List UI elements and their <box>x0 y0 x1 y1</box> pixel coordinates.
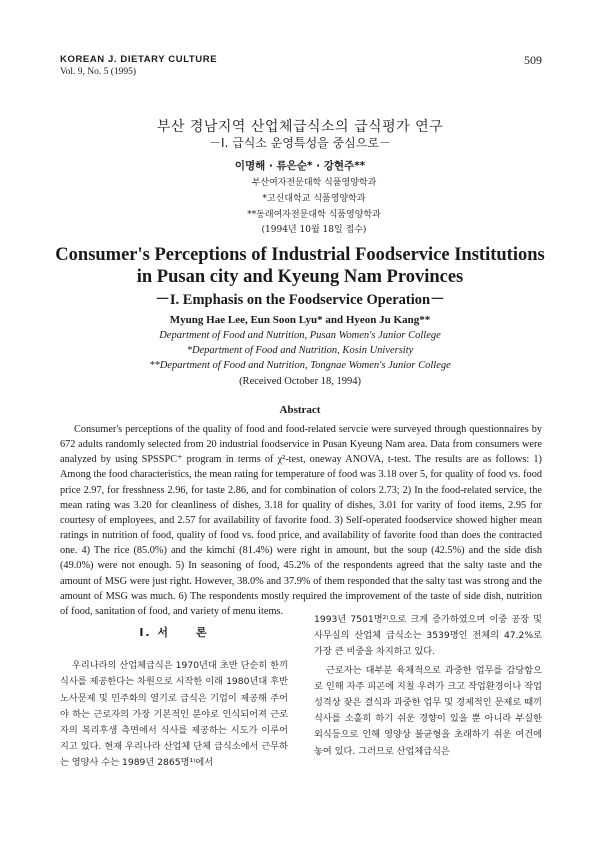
body-paragraph: 근로자는 대부분 육체적으로 과중한 업무를 감당함으로 인해 자주 피곤에 지칠 우려가 크고 작업환경이나 작업성격상 잦은 결식과 과중한 업무 및 경제적인 문제로 때끼 식사를 소홀히 하기 쉬운 경향이 있을 뿐 아니라 부실한 외식등으로 인해 영양상 불균형을 초래하기 쉬운 여건에 놓여 있다. 그러므로 산업체급식은 <box>314 664 542 757</box>
english-affiliation: *Department of Food and Nutrition, Kosin University <box>186 345 414 356</box>
abstract-heading: Abstract <box>279 404 321 416</box>
korean-affiliation: **동래여자전문대학 식품영양학과 <box>247 210 381 220</box>
english-title-line1: Consumer's Perceptions of Industrial Foodservice Institutions <box>55 245 545 265</box>
body-paragraph: 1993년 7501명²⁾으로 크게 증가하였으며 이중 공장 및 사무실의 산업체 급식소는 3539명인 전체의 47.2%로 가장 큰 비중을 차지하고 있다. <box>314 614 542 658</box>
body-left-column <box>60 612 288 772</box>
body-paragraph: 우리나라의 산업체급식은 1970년대 초반 단순히 한끼 식사를 제공한다는 차원으로 시작한 이래 1980년대 후반 노사문제 및 민주화의 열기로 급식은 기업이 제공해 주어야 하는 근로자의 가장 기본적인 분야로 인식되어져 근로자의 복리후생 측면에서 식사를 제공하는 시도가 이루어지고 있다. 현재 우리나라 산업체 단체 급식소에서 근무하는 영양사 수는 1989년 2865명¹⁾에서 <box>60 660 288 769</box>
section-heading: I. 서 론 <box>139 626 209 639</box>
english-received-date: (Received October 18, 1994) <box>239 376 361 387</box>
korean-title: 부산 경남지역 산업체급식소의 급식평가 연구 <box>156 119 444 135</box>
english-authors: Myung Hae Lee, Eun Soon Lyu* and Hyeon Ju Kang** <box>169 314 431 326</box>
english-subtitle: －I. Emphasis on the Foodservice Operation－ <box>155 292 445 308</box>
english-affiliation: **Department of Food and Nutrition, Tongnae Women's Junior College <box>149 360 451 371</box>
korean-received-date: (1994년 10월 18일 접수) <box>261 225 367 235</box>
korean-subtitle: －I. 급식소 운영특성을 중심으로－ <box>209 136 391 150</box>
page-number: 509 <box>524 53 542 67</box>
english-title-line2: in Pusan city and Kyeung Nam Provinces <box>136 267 464 287</box>
body-right-column <box>314 612 542 760</box>
korean-authors: 이명해 · 류은순* · 강현주** <box>234 160 366 172</box>
korean-affiliation: *고신대학교 식품영양학과 <box>262 194 366 204</box>
journal-name: KOREAN J. DIETARY CULTURE <box>60 54 218 65</box>
abstract-text: Consumer's perceptions of the quality of food and food-related servcie were surveyed through questionnaires by 672 adults randomly selected from 20 industrial foodservice in Pusan Kyeung Nam area. Data from consumers were analyzed by using SPSSPC⁺ program in terms of χ²-test, oneway ANOVA, t-test. The results are as follows: 1) Among the food characteristics, the mean rating for temperature of food was 3.18 over 5, for quality of food vs. food price 2.97, for fresshness 2.96, for taste 2.86, and for combination of colors 2.73; 2) In the food-related service, the mean rating was 3.20 for cleanliness of dishes, 3.18 for quality of dishes, 3.01 for varity of food items, 2.95 for courtesy of employees, and 2.57 for availability of favorite food. 3) Self-operated foodservice showed higher mean ratings in nutrition of food, quality of food vs. food price, and availability of favorite food than does the contracted one. 4) The rice (85.0%) and the kimchi (81.4%) were right in amount, but the soup (42.5%) and the side dish (49.0%) were not enough. 5) In seasoning of food, 45.2% of the respondents agreed that the salty taste and the amount of MSG were just right. However, 38.0% and 37.9% of them responded that the salty tast was strong and the amount of MSG was much. 6) The respondents mostly required the improvement of the taste of side dish, nutrition of food, sanitation of food, and variety of menu items. <box>60 424 542 617</box>
korean-affiliation: 부산여자전문대학 식품영양학과 <box>251 178 377 188</box>
english-affiliation: Department of Food and Nutrition, Pusan Women's Junior College <box>159 330 441 341</box>
journal-header <box>60 54 217 78</box>
journal-volume: Vol. 9, No. 5 (1995) <box>60 67 137 77</box>
